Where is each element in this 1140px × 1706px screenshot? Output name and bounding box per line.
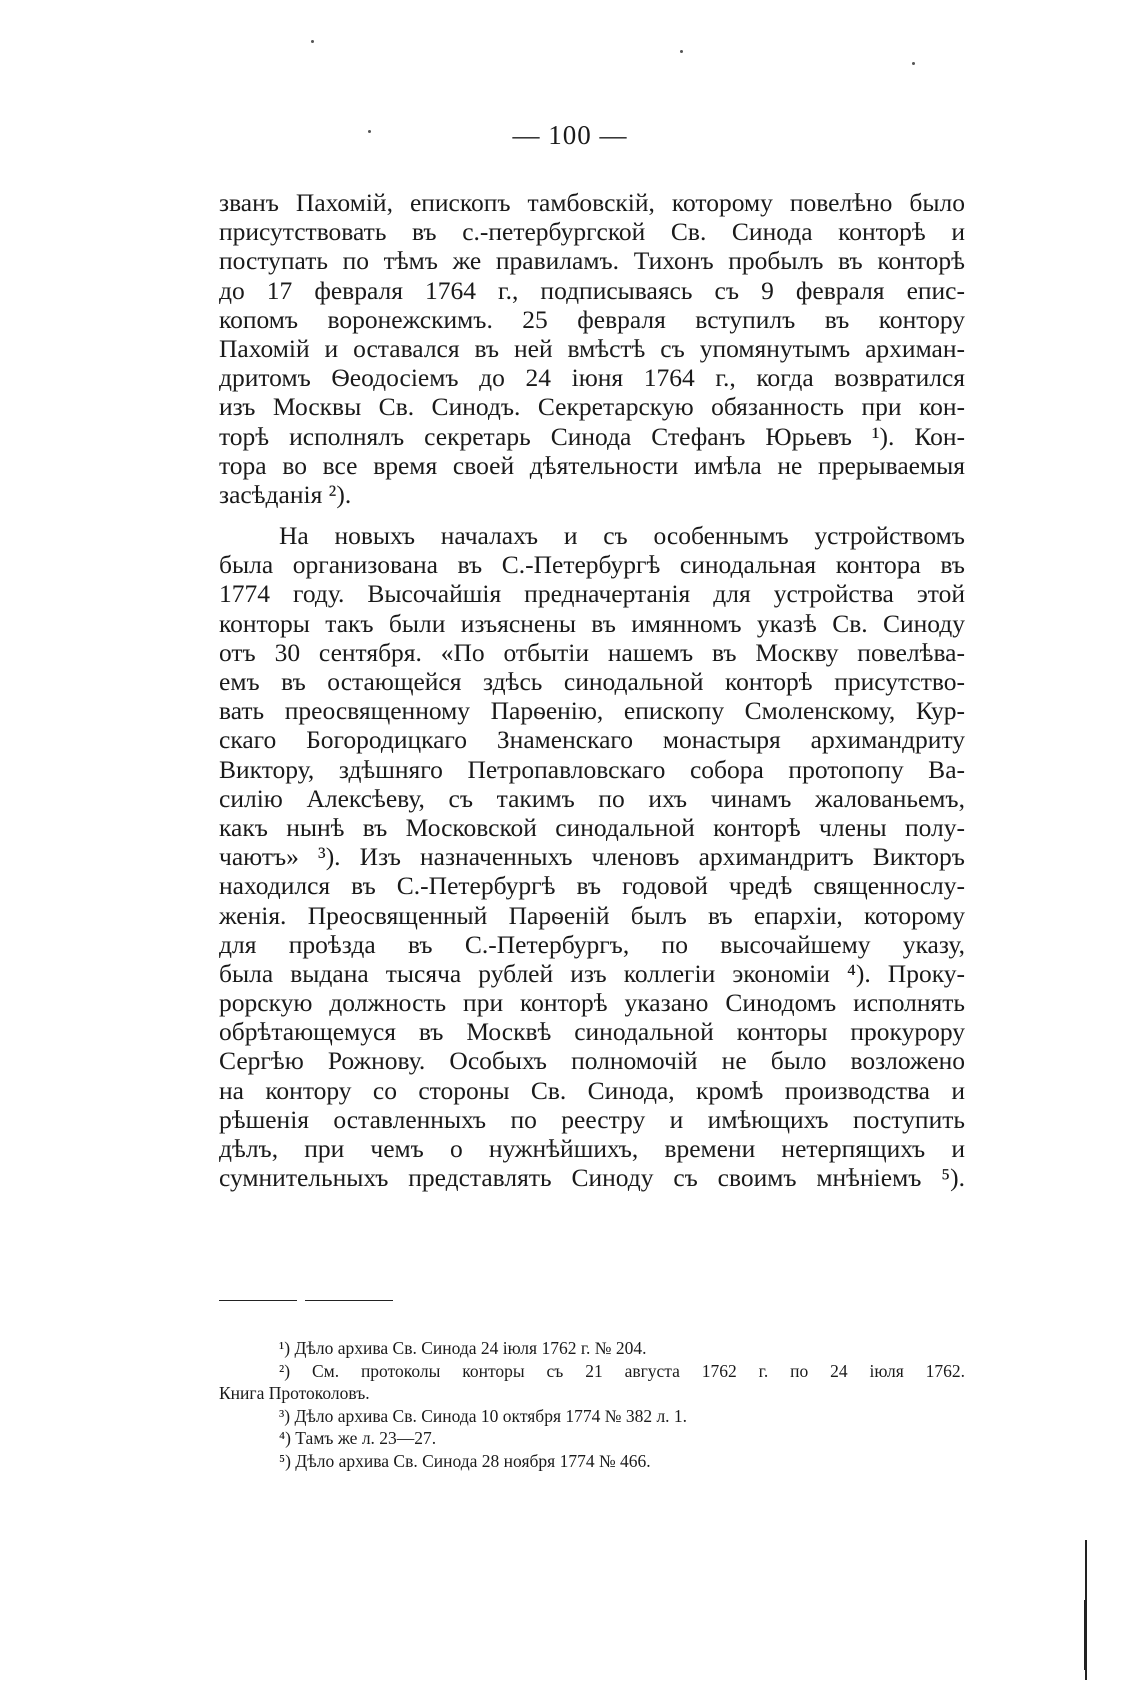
footnote-3: ³) Дѣло архива Св. Синода 10 октября 1774 № 382 л. 1. — [279, 1405, 688, 1426]
footnote-4: ⁴) Тамъ же л. 23—27. — [279, 1428, 437, 1448]
page-number: — 100 — — [512, 120, 628, 150]
footnote-2: ²) См. протоколы конторы съ 21 августа 1762 г. по 24 іюля 1762. — [279, 1360, 965, 1381]
footnotes — [219, 1337, 965, 1472]
body-text — [219, 188, 965, 1192]
text-line: отъ 30 сентября. «По отбытіи нашемъ въ Москву повелѣва- — [219, 637, 965, 667]
scan-speck — [912, 62, 915, 65]
text-line: 1774 году. Высочайшія предначертанія для устройства этой — [219, 579, 965, 609]
text-line: емъ въ остающейся здѣсь синодальной конторѣ присутство- — [219, 667, 965, 696]
text-line: чаютъ» ³). Изъ назначенныхъ членовъ архимандритъ Викторъ — [219, 842, 965, 872]
text-line: засѣданія ²). — [219, 479, 352, 509]
paragraph-1 — [219, 188, 965, 509]
text-line: какъ нынѣ въ Московской синодальной конторѣ члены полу- — [219, 812, 965, 842]
paragraph-2 — [219, 521, 965, 1192]
text-line: копомъ воронежскимъ. 25 февраля вступилъ въ контору — [219, 304, 965, 334]
text-line: силію Алексѣеву, съ такимъ по ихъ чинамъ жалованьемъ, — [219, 783, 965, 813]
footnote-divider — [305, 1300, 393, 1301]
text-line: до 17 февраля 1764 г., подписываясь съ 9 февраля епис- — [219, 275, 965, 305]
text-line: скаго Богородицкаго Знаменскаго монастыря архимандриту — [219, 725, 965, 755]
footnote-2-continued: Книга Протоколовъ. — [219, 1383, 370, 1403]
footnote-divider — [219, 1300, 297, 1301]
text-line: обрѣтающемуся въ Москвѣ синодальной конторы прокурору — [219, 1017, 965, 1047]
text-line: торѣ исполнялъ секретарь Синода Стефанъ Юрьевъ ¹). Кон- — [219, 421, 965, 451]
text-line: рорскую должность при конторѣ указано Синодомъ исполнять — [219, 988, 965, 1018]
text-line: рѣшенія оставленныхъ по реестру и имѣющихъ поступить — [219, 1104, 965, 1134]
text-line: Пахомій и оставался въ ней вмѣстѣ съ упомянутымъ архиман- — [219, 333, 965, 363]
text-line: Виктору, здѣшняго Петропавловскаго собора протопопу Ва- — [219, 754, 965, 784]
text-line: была организована въ С.-Петербургѣ синодальная контора въ — [219, 550, 965, 580]
text-line: сумнительныхъ представлять Синоду съ своимъ мнѣніемъ ⁵). — [219, 1163, 965, 1193]
scan-speck — [680, 50, 683, 53]
scan-speck — [311, 40, 314, 43]
text-line: Сергѣю Рожнову. Особыхъ полномочій не было возложено — [219, 1046, 965, 1076]
footnote-5: ⁵) Дѣло архива Св. Синода 28 ноября 1774 № 466. — [279, 1450, 651, 1471]
text-line: поступать по тѣмъ же правиламъ. Тихонъ пробылъ въ конторѣ — [219, 246, 965, 276]
text-line: званъ Пахомій, епископъ тамбовскій, которому повелѣно было — [219, 188, 965, 217]
text-line: конторы такъ были изъяснены въ имянномъ указѣ Св. Синоду — [219, 608, 965, 638]
text-line: изъ Москвы Св. Синодъ. Секретарскую обязанность при кон- — [219, 392, 965, 422]
footnote-1: ¹) Дѣло архива Св. Синода 24 іюля 1762 г. № 204. — [279, 1338, 647, 1358]
text-line: находился въ С.-Петербургѣ въ годовой чредѣ священнослу- — [219, 871, 965, 901]
text-line: вать преосвященному Парѳенію, епископу Смоленскому, Кур- — [219, 696, 965, 726]
text-line: дѣлъ, при чемъ о нужнѣйшихъ, времени нетерпящихъ и — [219, 1134, 965, 1163]
scan-edge-mark — [1084, 1600, 1087, 1670]
text-line: дритомъ Ѳеодосіемъ до 24 іюня 1764 г., когда возвратился — [219, 363, 965, 393]
text-line: тора во все время своей дѣятельности имѣла не прерываемыя — [219, 450, 965, 480]
text-line: женія. Преосвященный Парѳеній былъ въ епархіи, которому — [219, 900, 965, 930]
text-line: на контору со стороны Св. Синода, кромѣ производства и — [219, 1075, 965, 1105]
text-line: для проѣзда въ С.-Петербургъ, по высочайшему указу, — [219, 929, 965, 959]
text-line: была выдана тысяча рублей изъ коллегіи экономіи ⁴). Проку- — [219, 958, 965, 988]
text-line: присутствовать въ с.-петербургской Св. Синода конторѣ и — [219, 217, 965, 247]
text-line: На новыхъ началахъ и съ особеннымъ устройствомъ — [279, 521, 965, 551]
